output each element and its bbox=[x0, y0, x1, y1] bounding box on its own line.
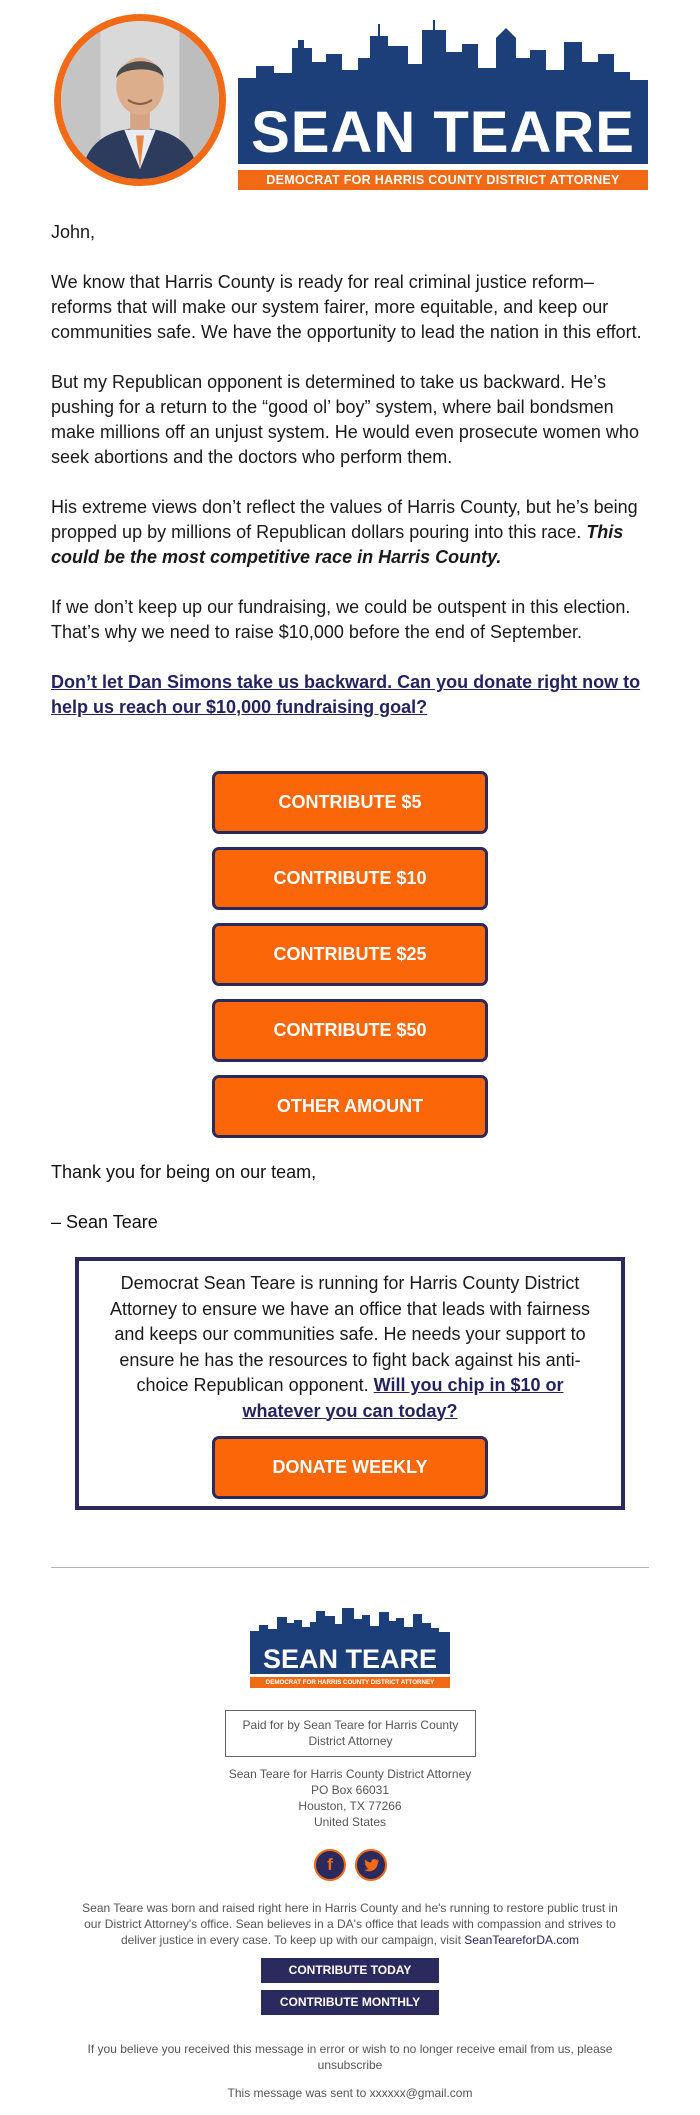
appeal-link[interactable]: Will you chip in $10 or whatever you can today? bbox=[242, 1375, 564, 1421]
paragraph-1: We know that Harris County is ready for real criminal justice reform–reforms that will make our system fairer, more equitable, and keep our communities safe. We have the opportunity to lead the nation in this effort. bbox=[51, 272, 642, 342]
unsubscribe-notice[interactable]: If you believe you received this message in error or wish to no longer receive email from us, please unsubscribe bbox=[87, 2042, 613, 2072]
address-line-3: Houston, TX 77266 bbox=[298, 1799, 402, 1813]
contribute-monthly-button[interactable]: CONTRIBUTE MONTHLY bbox=[261, 1990, 439, 2015]
paragraph-3-emphasis: This could be the most competitive race in Harris County. bbox=[51, 522, 624, 567]
contribute-10-button[interactable]: CONTRIBUTE $10 bbox=[212, 847, 488, 910]
paragraph-4: If we don’t keep up our fundraising, we could be outspent in this election. That’s why we need to raise $10,000 before the end of September. bbox=[51, 597, 631, 642]
contribute-50-button[interactable]: CONTRIBUTE $50 bbox=[212, 999, 488, 1062]
address-line-4: United States bbox=[313, 1815, 387, 1829]
paragraph-3 bbox=[51, 495, 651, 570]
twitter-bird-glyph bbox=[362, 1856, 380, 1874]
email-header bbox=[52, 12, 652, 190]
ask-paragraph bbox=[51, 670, 651, 720]
appeal-box bbox=[75, 1257, 625, 1510]
footer-divider bbox=[51, 1567, 649, 1568]
logo-tagline: DEMOCRAT FOR HARRIS COUNTY DISTRICT ATTORNEY bbox=[238, 170, 648, 190]
signature: – Sean Teare bbox=[51, 1212, 158, 1232]
paragraph-3-text: His extreme views don’t reflect the values of Harris County, but he’s being propped up by millions of Republican dollars pouring into this race. bbox=[51, 497, 638, 542]
appeal-text-block bbox=[95, 1271, 605, 1424]
logo-name: SEAN TEARE bbox=[238, 102, 648, 164]
paragraph-2: But my Republican opponent is determined to take us backward. He’s pushing for a return to the “good ol’ boy” system, where bail bondsmen make millions off an unjust system. He would even prosecute women who seek abortions and the doctors who perform them. bbox=[51, 372, 639, 467]
bio-text: Sean Teare was born and raised right here in Harris County and he's running to restore public trust in our District Attorney's office. Sean believes in a DA's office that leads with compassion and strives to deliver justice in every case. To keep up with our campaign, visit bbox=[82, 1901, 618, 1947]
skyline-graphic bbox=[238, 18, 648, 108]
address-line-1: Sean Teare for Harris County District Attorney bbox=[228, 1767, 472, 1781]
donate-ask-link[interactable]: Don’t let Dan Simons take us backward. Can you donate right now to help us reach our $10,000 fundraising goal? bbox=[51, 672, 641, 717]
contribute-25-button[interactable]: CONTRIBUTE $25 bbox=[212, 923, 488, 986]
footer-logo-tagline: DEMOCRAT FOR HARRIS COUNTY DISTRICT ATTORNEY bbox=[250, 1677, 450, 1688]
other-amount-button[interactable]: OTHER AMOUNT bbox=[212, 1075, 488, 1138]
candidate-portrait-illustration bbox=[61, 21, 219, 179]
greeting: John, bbox=[51, 222, 96, 242]
campaign-bio bbox=[75, 1900, 625, 1948]
signoff bbox=[51, 1160, 651, 1260]
candidate-photo bbox=[61, 21, 219, 179]
donate-weekly-button[interactable]: DONATE WEEKLY bbox=[212, 1436, 488, 1499]
twitter-icon[interactable] bbox=[355, 1849, 387, 1881]
sent-to-notice: This message was sent to xxxxxx@gmail.com bbox=[227, 2086, 473, 2100]
campaign-website-link[interactable]: SeanTeareforDA.com bbox=[464, 1933, 579, 1947]
footer-skyline-graphic bbox=[250, 1603, 450, 1645]
contribute-today-button[interactable]: CONTRIBUTE TODAY bbox=[261, 1958, 439, 1983]
contribute-5-button[interactable]: CONTRIBUTE $5 bbox=[212, 771, 488, 834]
address-line-2: PO Box 66031 bbox=[310, 1783, 390, 1797]
mailing-address bbox=[150, 1766, 550, 1830]
paid-for-disclaimer: Paid for by Sean Teare for Harris County District Attorney bbox=[225, 1710, 476, 1757]
footer-logo-name: SEAN TEARE bbox=[250, 1644, 450, 1674]
campaign-logo bbox=[238, 18, 648, 186]
contribution-buttons bbox=[212, 771, 488, 1151]
appeal-text: Democrat Sean Teare is running for Harris County District Attorney to ensure we have an office that leads with fairness and keeps our communities safe. He needs your support to ensure he has the resources to fight back against his anti-choice Republican opponent. bbox=[110, 1273, 590, 1395]
letter-body bbox=[51, 220, 651, 745]
social-links bbox=[314, 1849, 388, 1881]
candidate-photo-frame bbox=[54, 14, 226, 186]
facebook-icon[interactable]: f bbox=[314, 1849, 346, 1881]
thanks-line: Thank you for being on our team, bbox=[51, 1162, 317, 1182]
footer-logo bbox=[250, 1603, 450, 1689]
